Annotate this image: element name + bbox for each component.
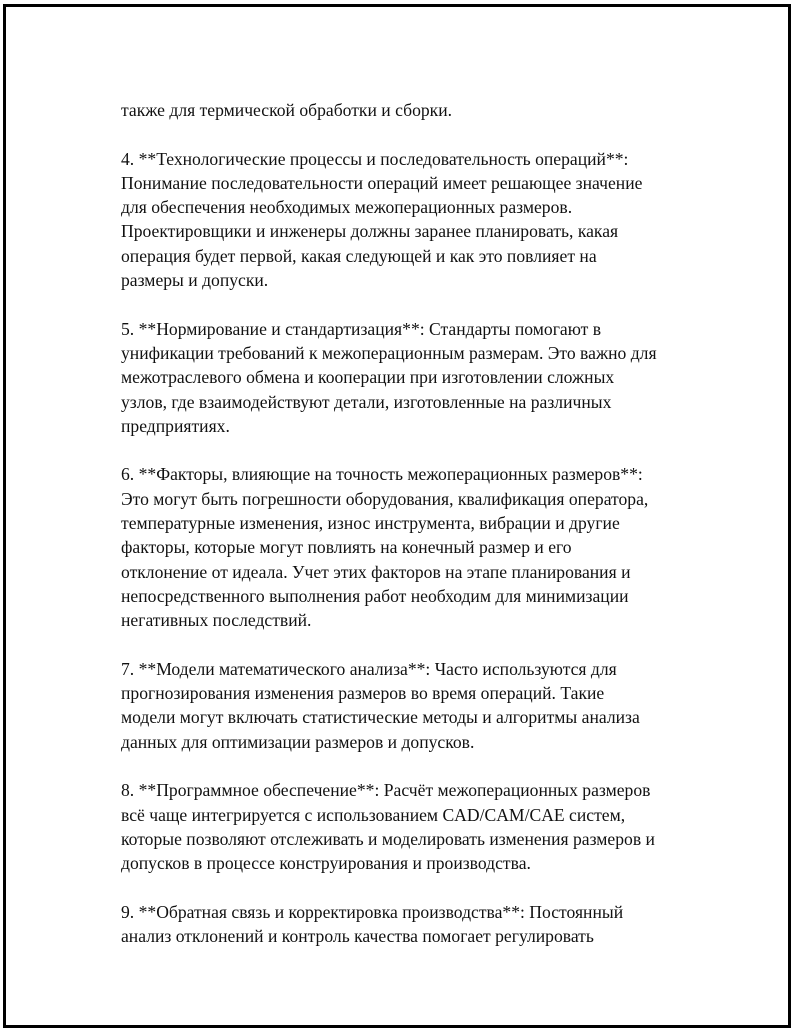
text-line: температурные изменения, износ инструмента, вибрации и другие [121,513,620,534]
paragraph-item-4 [121,147,701,293]
text-line: узлов, где взаимодействуют детали, изготовленные на различных [121,391,612,412]
paragraph-item-6 [121,462,701,632]
paragraph-continuation [121,98,701,122]
paragraph-item-7 [121,657,701,754]
paragraph-item-8 [121,778,701,875]
document-body [121,98,701,973]
text-line: также для термической обработки и сборки. [121,100,453,120]
text-line: непосредственного выполнения работ необходим для минимизации [121,585,629,606]
text-line: всё чаще интегрируется с использованием CAD/CAM/CAE систем, [121,804,626,825]
paragraph-item-5 [121,317,701,438]
text-line: негативных последствий. [121,610,312,631]
text-line: данных для оптимизации размеров и допусков. [121,731,475,752]
text-line: анализ отклонений и контроль качества помогает регулировать [121,926,594,947]
text-line: которые позволяют отслеживать и моделировать изменения размеров и [121,828,655,849]
text-line: межотраслевого обмена и кооперации при изготовлении сложных [121,367,615,388]
text-line: для обеспечения необходимых межоперационных размеров. [121,197,573,218]
text-line: 8. **Программное обеспечение**: Расчёт межоперационных размеров [121,780,651,801]
text-line: Это могут быть погрешности оборудования, квалификация оператора, [121,488,649,509]
text-line: допусков в процессе конструирования и производства. [121,853,531,874]
text-line: прогнозирования изменения размеров во время операций. Такие [121,683,605,704]
text-line: 7. **Модели математического анализа**: Часто используются для [121,658,617,679]
text-line: 5. **Нормирование и стандартизация**: Стандарты помогают в [121,318,602,339]
text-line: модели могут включать статистические методы и алгоритмы анализа [121,707,640,728]
text-line: Понимание последовательности операций имеет решающее значение [121,172,643,193]
document-page [3,4,791,1028]
text-line: 9. **Обратная связь и корректировка производства**: Постоянный [121,901,624,922]
text-line: 4. **Технологические процессы и последовательность операций**: [121,148,629,169]
text-line: отклонение от идеала. Учет этих факторов на этапе планирования и [121,561,631,582]
paragraph-item-9 [121,900,701,949]
text-line: 6. **Факторы, влияющие на точность межоперационных размеров**: [121,464,643,485]
text-line: операция будет первой, какая следующей и как это повлияет на [121,245,597,266]
text-line: размеры и допуски. [121,270,269,291]
text-line: факторы, которые могут повлиять на конечный размер и его [121,537,572,558]
text-line: Проектировщики и инженеры должны заранее планировать, какая [121,221,619,242]
text-line: предприятиях. [121,415,230,436]
text-line: унификации требований к межоперационным размерам. Это важно для [121,342,657,363]
